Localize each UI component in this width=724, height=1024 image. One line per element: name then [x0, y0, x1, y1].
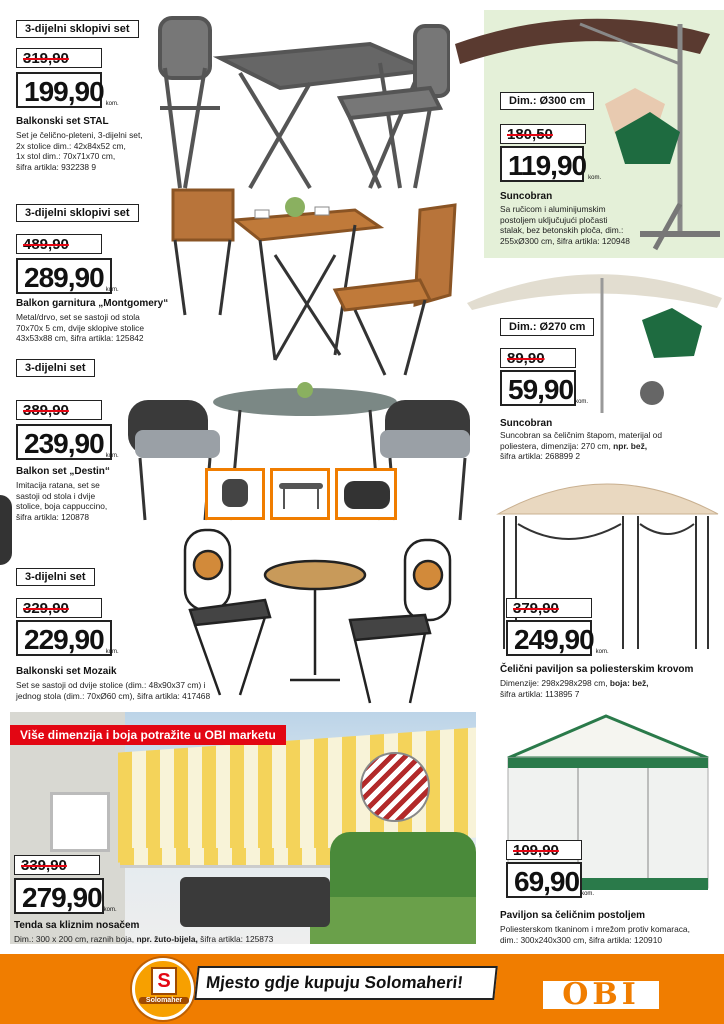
name-tenda: Tenda sa kliznim nosačem [14, 920, 140, 931]
desc-paviljon1: Dimenzije: 298x298x298 cm, boja: bež, šifra artikla: 113895 7 [500, 678, 649, 699]
desc-paviljon2: Poliesterskom tkaninom i mrežom protiv komaraca, dim.: 300x240x300 cm, šifra artikla: 120910 [500, 924, 690, 945]
obi-logo: OBI [540, 978, 662, 1012]
old-price-paviljon1: 379,90 [506, 598, 592, 618]
old-price-stal: 319,90 [16, 48, 102, 68]
stal-set-image [150, 8, 450, 198]
old-price-suncobran2: 89,90 [500, 348, 576, 368]
desc-montgomery: Metal/drvo, set se sastoji od stola 70x70x 5 cm, dvije sklopive stolice 43x53x88 cm, šifra artikla: 125842 [16, 312, 145, 343]
footer-slogan: Mjesto gdje kupuju Solomaheri! [194, 966, 498, 1000]
old-price-paviljon2: 109,90 [506, 840, 582, 860]
dim-suncobran1: Dim.: Ø300 cm [500, 92, 594, 110]
new-price-paviljon1: 249,90 kom. [506, 620, 592, 656]
new-price-suncobran1: 119,90 kom. [500, 146, 584, 182]
tag-destin: 3-dijelni set [16, 359, 95, 377]
thumb-table [270, 468, 330, 520]
old-price-destin: 389,90 [16, 400, 102, 420]
name-mozaik: Balkonski set Mozaik [16, 666, 117, 677]
tenda-banner: Više dimenzija i boja potražite u OBI marketu [10, 725, 286, 745]
tag-montgomery: 3-dijelni sklopivi set [16, 204, 139, 222]
name-stal: Balkonski set STAL [16, 116, 109, 127]
partial-chair-edge [0, 495, 12, 565]
name-destin: Balkon set „Destin“ [16, 466, 110, 477]
dim-suncobran2: Dim.: Ø270 cm [500, 318, 594, 336]
name-montgomery: Balkon garnitura „Montgomery“ [16, 298, 169, 309]
new-price-mozaik: 229,90 kom. [16, 620, 112, 656]
desc-suncobran1: Sa ručicom i aluminijumskim postoljem uključujući pločasti stalak, bez betonskih ploča, dim.: 255xØ300 cm, šifra artikla: 120948 [500, 204, 630, 246]
old-price-mozaik: 329,90 [16, 598, 102, 618]
desc-destin: Imitacija ratana, set se sastoji od stola i dvije stolice, boja cappuccino, šifra artikla: 120878 [16, 480, 108, 522]
name-suncobran2: Suncobran [500, 418, 553, 429]
old-price-tenda: 339,90 [14, 855, 100, 875]
tag-mozaik: 3-dijelni set [16, 568, 95, 586]
thumb-chair [205, 468, 265, 520]
desc-mozaik: Set se sastoji od dvije stolice (dim.: 48x90x37 cm) i jednog stola (dim.: 70xØ60 cm), šifra artikla: 417468 [16, 680, 211, 701]
desc-stal: Set je čelično-pleteni, 3-dijelni set, 2x stolice dim.: 42x84x52 cm, 1x stol dim.: 70x71x70 cm, šifra artikla: 932238 9 [16, 130, 143, 172]
new-price-montgomery: 289,90 kom. [16, 258, 112, 294]
new-price-suncobran2: 59,90 kom. [500, 370, 576, 406]
montgomery-set-image [165, 185, 465, 385]
new-price-tenda: 279,90 kom. [14, 878, 104, 914]
desc-suncobran2: Suncobran sa čeličnim štapom, materijal od poliestera, dimenzija: 270 cm, npr. bež, šifra artikla: 268899 2 [500, 430, 662, 461]
new-price-destin: 239,90 kom. [16, 424, 112, 460]
solomaher-badge: S Solomaher [132, 958, 194, 1020]
name-suncobran1: Suncobran [500, 191, 553, 202]
new-price-stal: 199,90 kom. [16, 72, 102, 108]
name-paviljon1: Čelični paviljon sa poliesterskim krovom [500, 664, 694, 675]
mozaik-set-image [170, 525, 460, 705]
thumb-stacked [335, 468, 397, 520]
old-price-montgomery: 489,90 [16, 234, 102, 254]
desc-tenda: Dim.: 300 x 200 cm, raznih boja, npr. žuto-bijela, šifra artikla: 125873 [14, 934, 274, 944]
old-price-suncobran1: 180,50 [500, 124, 586, 144]
name-paviljon2: Paviljon sa čeličnim postoljem [500, 910, 646, 921]
tag-stal: 3-dijelni sklopivi set [16, 20, 139, 38]
new-price-paviljon2: 69,90 kom. [506, 862, 582, 898]
